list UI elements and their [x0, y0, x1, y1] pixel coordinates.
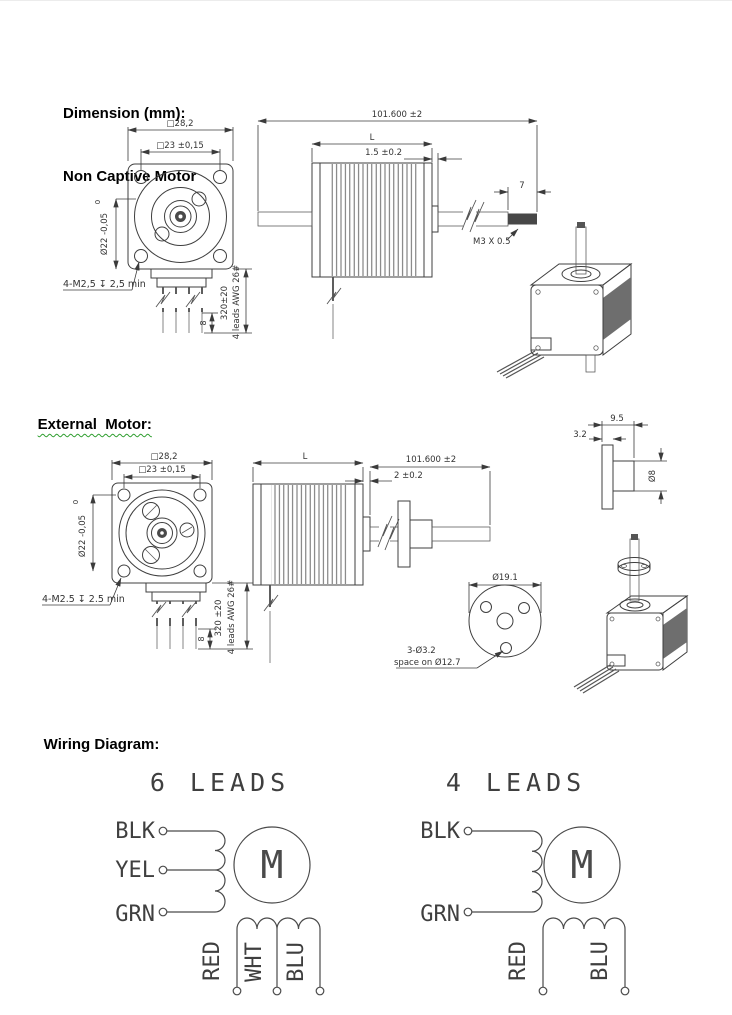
four-leads-diagram [420, 768, 629, 995]
six-leads-terminal-yel [159, 866, 167, 874]
nc-dim-overall-length: 101.600 ±2 [371, 110, 423, 120]
four-leads-phase-coil [532, 831, 542, 912]
six-leads-terminal-blu [316, 987, 324, 995]
ext-dim-flange-thickness: 3.2 [573, 430, 587, 440]
four-leads-motor-letter: M [570, 843, 594, 887]
ext-dim-lead-length: 320 ±20 [214, 599, 224, 637]
ext-iso-wires [574, 665, 619, 693]
ext-dim-boss-length: 2 ±0.2 [394, 471, 423, 481]
ext-side-view [253, 452, 490, 663]
wiring-heading-text: Wiring Diagram: [43, 736, 160, 753]
ext-dim-body-length: L [302, 452, 308, 462]
ext-front-view [42, 452, 253, 654]
six-leads-label-grn: GRN [115, 902, 155, 927]
nc-dim-boss-length: 1.5 ±0.2 [365, 148, 402, 158]
six-leads-label-blk: BLK [115, 819, 155, 844]
ext-dim-overall-length: 101.600 ±2 [405, 455, 457, 465]
six-leads-label-yel: YEL [115, 858, 155, 883]
ext-lead-wires [150, 601, 204, 649]
nc-front-view [63, 119, 252, 339]
six-leads-terminal-wht [273, 987, 281, 995]
nc-thread-spec: M3 X 0.5 [473, 237, 511, 247]
ext-dim-flange-od: Ø19.1 [492, 573, 518, 583]
nc-dim-body-length: L [369, 133, 375, 143]
wiring-diagram [0, 746, 732, 1015]
nc-dim-outer-square: □28,2 [166, 119, 194, 129]
six-leads-label-wht: WHT [242, 942, 267, 982]
ext-flange-face-detail [394, 572, 541, 668]
dimension-heading-line2: Non Captive Motor [63, 168, 197, 185]
ext-flange-holes-note: 3-Ø3.2 [407, 646, 436, 656]
ext-flange-side-detail [573, 414, 667, 509]
nc-dim-thread-length: 7 [519, 181, 525, 191]
six-leads-label-blu: BLU [284, 942, 309, 982]
four-leads-label-red: RED [506, 941, 531, 981]
nc-isometric-view [497, 222, 631, 378]
nc-side-view [258, 110, 551, 339]
ext-dim-strip-length: 8 [197, 636, 206, 642]
six-leads-diagram [115, 768, 324, 995]
ext-leads-note: 4 leads AWG 26# [227, 579, 237, 655]
ext-dim-outer-square: □28,2 [150, 452, 178, 462]
four-leads-label-blu: BLU [588, 941, 613, 981]
ext-dim-pilot-upper-tol: 0 [72, 499, 80, 505]
four-leads-terminal-grn [464, 908, 472, 916]
ext-dim-boss-dia: Ø8 [648, 469, 658, 483]
ext-dim-flange-overall: 9.5 [610, 414, 624, 424]
four-leads-label-grn: GRN [420, 902, 460, 927]
six-leads-terminal-red [233, 987, 241, 995]
nc-mount-note: 4-M2,5 ↧ 2,5 min [63, 279, 146, 290]
six-leads-phase-coil [215, 831, 225, 912]
nc-leads-note: 4 leads AWG 26# [232, 264, 242, 340]
non-captive-motor-drawing [0, 101, 732, 386]
four-leads-terminal-blu [621, 987, 629, 995]
nc-dim-lead-length: 320±20 [220, 285, 230, 321]
six-leads-terminal-blk [159, 827, 167, 835]
ext-mount-note: 4-M2.5 ↧ 2.5 min [42, 594, 125, 605]
six-leads-label-red: RED [200, 941, 225, 981]
external-heading-text: External Motor: [37, 416, 152, 433]
ext-isometric-view [574, 534, 687, 693]
four-leads-terminal-blk [464, 827, 472, 835]
ext-dim-bolt-square: □23 ±0,15 [138, 465, 186, 475]
external-motor-drawing [0, 411, 732, 711]
nc-dim-pilot-dia: Ø22 -0,05 [100, 212, 110, 256]
nc-dim-pilot-upper-tol: 0 [94, 199, 102, 205]
nc-dim-bolt-square: □23 ±0,15 [156, 141, 204, 151]
nc-dim-strip-length: 8 [199, 320, 208, 326]
four-leads-label-blk: BLK [420, 819, 460, 844]
ext-flange-bolt-circle-note: space on Ø12.7 [394, 658, 461, 668]
four-leads-terminal-red [539, 987, 547, 995]
six-leads-motor-letter: M [260, 843, 284, 887]
dimension-heading-line1: Dimension (mm): [63, 105, 186, 122]
six-leads-terminal-grn [159, 908, 167, 916]
six-leads-title: 6 LEADS [149, 768, 291, 797]
ext-dim-pilot-dia: Ø22 -0,05 [78, 514, 88, 558]
four-leads-title: 4 LEADS [445, 768, 587, 797]
